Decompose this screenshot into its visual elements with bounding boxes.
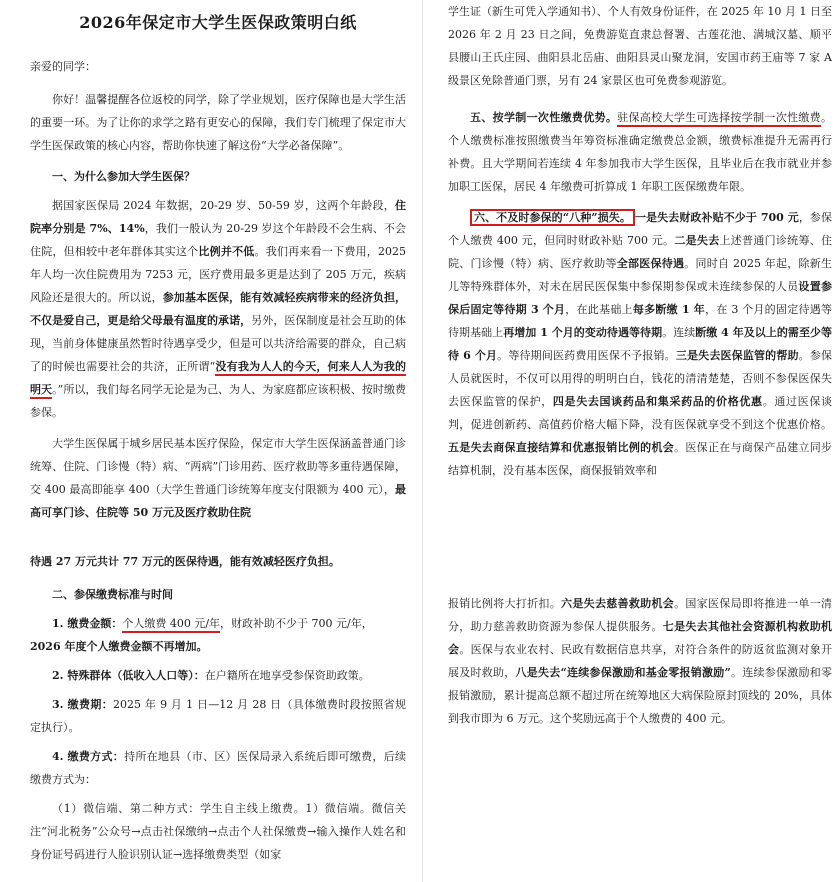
bold-run: 住院率分别是 7%、14%	[30, 199, 406, 235]
text-run: 大学生医保属于城乡居民基本医疗保险，保定市大学生医保涵盖普通门诊统筹、住院、门诊慢（特）病、“两病”门诊用药、医疗救助等多重待遇保障，交 400 最高即能享 400（大学生普通门诊统筹年度支付限额为 400 元），	[30, 437, 406, 496]
bold-run: 断缴 4 年及以上的需至少等待 6 个月	[448, 326, 833, 362]
right-column	[430, 0, 840, 730]
text-run: 。国家医保局即将推进一单一清分，助力慈善救助资源为参保人提供服务。	[448, 597, 833, 633]
text-run: 上述普通门诊统筹、住院、门诊慢（特）病、医疗救助等	[448, 234, 833, 270]
bold-run: 八是失去“连续参保激励和基金零报销激励”	[515, 666, 731, 679]
highlighted-fee: 个人缴费 400 元/年	[122, 617, 220, 633]
text-run: 。医保正在与商保产品建立同步结算机制，没有基本医保，商保报销效率和	[448, 441, 833, 477]
text-run: 2025 年 9 月 1 日—12 月 28 日（具体缴费时段按照省规定执行）。	[30, 698, 406, 734]
text-run: 。个人缴费标准按照缴费当年筹资标准确定缴费总金额，缴费标准提升无需再行补费。且大学期间若连续 4 年参加我市大学生医保，且毕业后在我市就业并参加职工医保，居民 4 年缴费可折算成 1 年职工医保缴费年限。	[448, 111, 833, 193]
bold-run: 二是失去	[674, 234, 720, 247]
bold-run: 三是失去医保监管的帮助	[675, 349, 799, 362]
bold-run: 参加基本医保，能有效减轻疾病带来的经济负担，不仅是爱自己，更是给父母最有温度的承诺，	[30, 291, 407, 327]
text-run: 另外，医保制度是社会互助的体现，当前身体健康虽然暂时待遇享受少，但是可以共济给需要的群众，自己病了的时候也需要社会的共济，正所谓“	[30, 314, 407, 373]
bold-run: 六是失去慈善救助机会	[561, 597, 675, 610]
section-1-heading: 一、为什么参加大学生医保？	[52, 170, 195, 183]
text-run: 据国家医保局 2024 年数据，20-29 岁、50-59 岁，这两个年龄段，	[52, 199, 395, 212]
bold-run: 设置参保后固定等待期 3 个月	[448, 280, 833, 316]
text-run: 。通过医保谈判，促进创新药、高值药价格大幅下降，没有医保就享受不到这个优惠价格。	[448, 395, 832, 431]
item-payment-period	[30, 693, 406, 739]
greeting: 亲爱的同学：	[30, 60, 96, 73]
section-5-paragraph	[448, 106, 832, 198]
bold-run: 五是失去商保直接结算和优惠报销比例的机会	[448, 441, 675, 454]
section-1-paragraph-2-continued: 待遇 27 万元共计 77 万元的医保待遇，能有效减轻医疗负担。	[30, 555, 340, 568]
section-6-heading-boxed: 六、不及时参保的“八种”损失。	[470, 209, 635, 226]
bold-run: 全部医保待遇	[616, 257, 685, 270]
text-run: 。医保与农业农村、民政有数据信息共享，对符合条件的防返贫监测对象开展及时救助，	[448, 643, 833, 679]
item-fee-amount	[30, 612, 406, 658]
bold-run: 2026 年度个人缴费金额不再增加。	[30, 640, 208, 653]
text-run: 。连续	[662, 326, 696, 339]
highlighted-one-time-payment: 驻保高校大学生可选择按学制一次性缴费	[617, 111, 821, 127]
scenic-spots-paragraph: 学生证（新生可凭入学通知书）、个人有效身份证件，在 2025 年 10 月 1 日至 2026 年 2 月 23 日之间，免费游览直隶总督署、古莲花池、满城汉墓、顺平县腰山王氏庄园、曲阳县北岳庙、曲阳县灵山聚龙洞，安国市药王庙等 7 家 A 级景区免除普通门票，另有 24 家景区也可免费参观游览。	[448, 5, 832, 87]
section-5-heading: 五、按学制一次性缴费优势。	[470, 111, 618, 124]
item-label: 1. 缴费金额：	[52, 617, 123, 630]
text-run: 。我们再来看一下费用，2025 年人均一次住院费用为 7253 元，医疗费用最多更是达到了 205 万元，疾病风险还是很大的。所以说，	[30, 245, 407, 304]
bold-run: 最高可享门诊、住院等 50 万元及医疗救助住院	[30, 483, 406, 519]
spacer	[30, 524, 406, 550]
section-1-paragraph-2	[30, 432, 406, 524]
item-label: 4. 缴费方式：	[52, 750, 125, 763]
text-run: ，财政补助不少于 700 元/年，	[220, 617, 373, 630]
text-run: 。连续参保激励和零报销激励，累计提高总额不超过所在统筹地区大病保险原封顶线的 20%，具体到我市即为 6 万元。这个奖励远高于个人缴费的 400 元。	[448, 666, 833, 725]
bold-run: 一是失去财政补贴不少于 700 元	[634, 211, 799, 224]
intro-paragraph: 你好！温馨提醒各位返校的同学，除了学业规划，医疗保障也是大学生活的重要一环。为了让你的求学之路有更安心的保障，我们专门梳理了保定市大学生医保政策的核心内容，帮助你快速了解这份“大学必备保障”。	[30, 93, 406, 152]
text-run: 。等待期间医药费用医保不予报销。	[497, 349, 676, 362]
text-run: 报销比例将大打折扣。	[448, 597, 562, 610]
column-divider	[422, 0, 423, 882]
bold-run: 比例并不低	[198, 245, 255, 258]
bold-run: 再增加 1 个月的变动待遇等待期	[503, 326, 663, 339]
text-run: 。参保人员就医时，不仅可以用得的明明白白，钱花的清清楚楚，否则不参保医保失去医保监管的保护，	[448, 349, 833, 408]
item-special-groups	[30, 664, 406, 687]
text-run: 。同时自 2025 年起，除新生儿等特殊群体外，对未在居民医保集中参保期参保或未连续参保的人员	[448, 257, 832, 293]
bold-run: 七是失去其他社会资源机构救助机会	[448, 620, 833, 656]
highlighted-quote: 没有我为人人的今天，何来人人为我的明天	[30, 360, 406, 399]
text-run: 持所在地县（市、区）医保局录入系统后即可缴费，后续缴费方式为：	[30, 750, 406, 786]
text-run: ，在此基础上	[565, 303, 633, 316]
text-run: ，在 3 个月的固定待遇等待期基础上	[448, 303, 832, 339]
section-6-paragraph-continued	[448, 592, 832, 730]
item-payment-method-detail: （1）微信端、第二种方式：学生自主线上缴费。1）微信端。微信关注“河北税务”公众号→点击社保缴纳→点击个人社保缴费→输入操作人姓名和身份证号码进行人脸识别认证→选择缴费类型（如家	[30, 802, 406, 861]
bold-run: 每多断缴 1 年	[632, 303, 706, 316]
item-label: 2. 特殊群体（低收入人口等）：	[52, 669, 205, 682]
item-label: 3. 缴费期：	[52, 698, 114, 711]
item-payment-method	[30, 745, 406, 791]
document-title: 2026年保定市大学生医保政策明白纸	[79, 13, 357, 32]
section-1-paragraph-1	[30, 194, 406, 424]
spacer	[448, 482, 832, 592]
section-2-heading: 二、参保缴费标准与时间	[52, 588, 173, 601]
text-run: ，我们一般认为 20-29 岁这个年龄段不会生病、不会住院，但相较中老年群体其实这个	[30, 222, 406, 258]
text-run: 在户籍所在地享受参保资助政策。	[204, 669, 370, 682]
section-6-paragraph	[448, 206, 832, 482]
text-run: 。”所以，我们每名同学无论是为己、为人、为家庭都应该积极、按时缴费参保。	[30, 383, 407, 419]
left-column	[0, 0, 420, 872]
text-run: ，参保个人缴费 400 元，但同时财政补贴 700 元。	[448, 211, 833, 247]
bold-run: 四是失去国谈药品和集采药品的价格优惠	[552, 395, 763, 408]
